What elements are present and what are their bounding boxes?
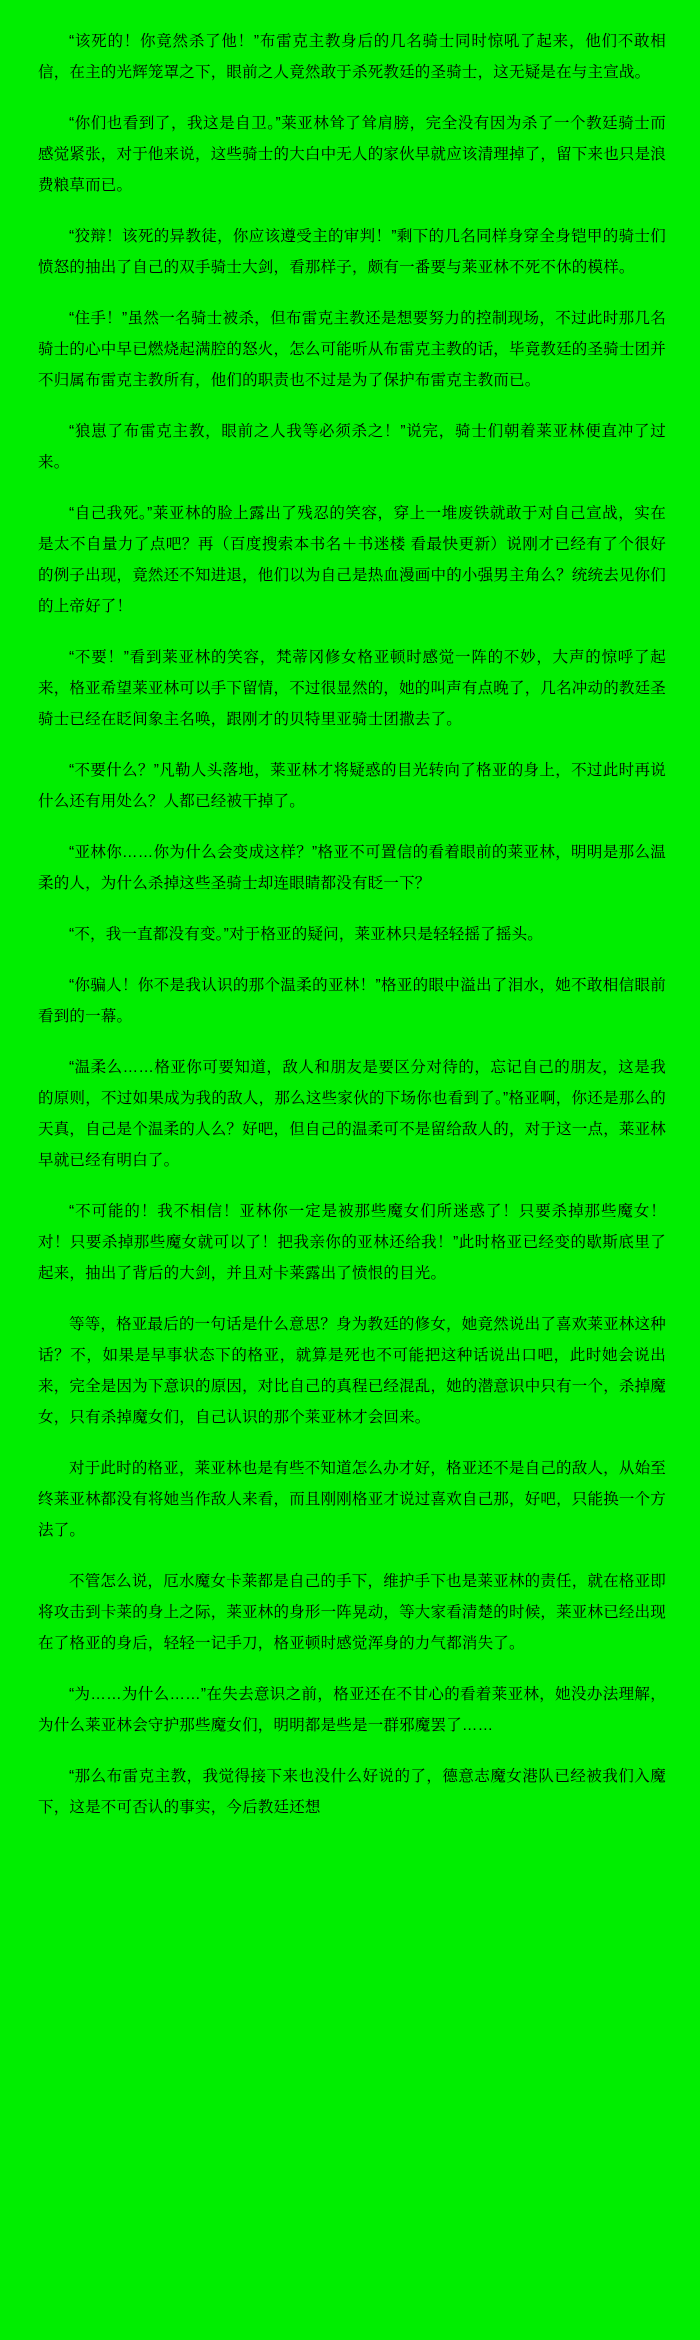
paragraph: “狼崽了布雷克主教，眼前之人我等必须杀之！”说完，骑士们朝着莱亚林便直冲了过来。 <box>38 423 666 471</box>
paragraph: 对于此时的格亚，莱亚林也是有些不知道怎么办才好，格亚还不是自己的敌人，从始至终莱亚林都没有将她当作敌人来看，而且刚刚格亚才说过喜欢自己那，好吧，只能换一个方法了。 <box>38 1460 667 1539</box>
paragraph: “狡辩！该死的异教徒，你应该遵受主的审判！”剩下的几名同样身穿全身铠甲的骑士们愤怒的抽出了自己的双手骑士大剑，看那样子，颇有一番要与莱亚林不死不休的模样。 <box>38 228 666 276</box>
paragraph: “你骗人！你不是我认识的那个温柔的亚林！”格亚的眼中溢出了泪水，她不敢相信眼前看到的一幕。 <box>38 977 666 1025</box>
paragraph: 等等，格亚最后的一句话是什么意思？身为教廷的修女，她竟然说出了喜欢莱亚林这种话？不，如果是早事状态下的格亚，就算是死也不可能把这种话说出口吧，此时她会说出来，完全是因为下意识的原因，对比自己的真程已经混乱，她的潜意识中只有一个，杀掉魔女，只有杀掉魔女们，自己认识的那个莱亚林才会回来。 <box>38 1316 667 1426</box>
paragraph: “你们也看到了，我这是自卫。”莱亚林耸了耸肩膀，完全没有因为杀了一个教廷骑士而感觉紧张，对于他来说，这些骑士的大白中无人的家伙早就应该清理掉了，留下来也只是浪费粮草而已。 <box>38 115 667 194</box>
paragraph: “该死的！你竟然杀了他！”布雷克主教身后的几名骑士同时惊吼了起来，他们不敢相信，在主的光辉笼罩之下，眼前之人竟然敢于杀死教廷的圣骑士，这无疑是在与主宣战。 <box>38 33 666 81</box>
paragraph: “为……为什么……”在失去意识之前，格亚还在不甘心的看着莱亚林，她没办法理解，为什么莱亚林会守护那些魔女们，明明都是些是一群邪魔罢了…… <box>38 1686 666 1734</box>
paragraph: “那么布雷克主教，我觉得接下来也没什么好说的了，德意志魔女港队已经被我们入魔下，这是不可否认的事实，今后教廷还想 <box>38 1768 666 1816</box>
paragraph: “亚林你……你为什么会变成这样？”格亚不可置信的看着眼前的莱亚林，明明是那么温柔的人，为什么杀掉这些圣骑士却连眼睛都没有眨一下？ <box>38 844 666 892</box>
paragraph: “不可能的！我不相信！亚林你一定是被那些魔女们所迷惑了！只要杀掉那些魔女！对！只要杀掉那些魔女就可以了！把我亲你的亚林还给我！”此时格亚已经变的歇斯底里了起来，抽出了背后的大剑，并且对卡莱露出了愤恨的目光。 <box>38 1203 666 1282</box>
paragraph: “温柔么……格亚你可要知道，敌人和朋友是要区分对待的，忘记自己的朋友，这是我的原则，不过如果成为我的敌人，那么这些家伙的下场你也看到了。”格亚啊，你还是那么的天真，自己是个温柔的人么？好吧，但自己的温柔可不是留给敌人的，对于这一点，莱亚林早就已经有明白了。 <box>38 1059 667 1169</box>
paragraph: “自己我死。”莱亚林的脸上露出了残忍的笑容，穿上一堆废铁就敢于对自己宣战，实在是太不自量力了点吧？再（百度搜索本书名＋书迷楼 看最快更新）说刚才已经有了个很好的例子出现，竟然还不知进退，他们以为自己是热血漫画中的小强男主角么？统统去见你们的上帝好了！ <box>38 505 667 615</box>
paragraph: 不管怎么说，厄水魔女卡莱都是自己的手下，维护手下也是莱亚林的责任，就在格亚即将攻击到卡莱的身上之际，莱亚林的身形一阵晃动，等大家看清楚的时候，莱亚林已经出现在了格亚的身后，轻轻一记手刀，格亚顿时感觉浑身的力气都消失了。 <box>38 1573 667 1652</box>
paragraph: “不，我一直都没有变。”对于格亚的疑问，莱亚林只是轻轻摇了摇头。 <box>69 926 543 943</box>
paragraph: “不要什么？”凡勒人头落地，莱亚林才将疑惑的目光转向了格亚的身上，不过此时再说什么还有用处么？人都已经被干掉了。 <box>38 762 666 810</box>
paragraph: “住手！”虽然一名骑士被杀，但布雷克主教还是想要努力的控制现场，不过此时那几名骑士的心中早已燃烧起满腔的怒火，怎么可能听从布雷克主教的话，毕竟教廷的圣骑士团并不归属布雷克主教所有，他们的职责也不过是为了保护布雷克主教而已。 <box>38 310 667 389</box>
paragraph: “不要！”看到莱亚林的笑容，梵蒂冈修女格亚顿时感觉一阵的不妙，大声的惊呼了起来，格亚希望莱亚林可以手下留情，不过很显然的，她的叫声有点晚了，几名冲动的教廷圣骑士已经在眨间象主名唤，跟刚才的贝特里亚骑士团撒去了。 <box>38 649 667 728</box>
